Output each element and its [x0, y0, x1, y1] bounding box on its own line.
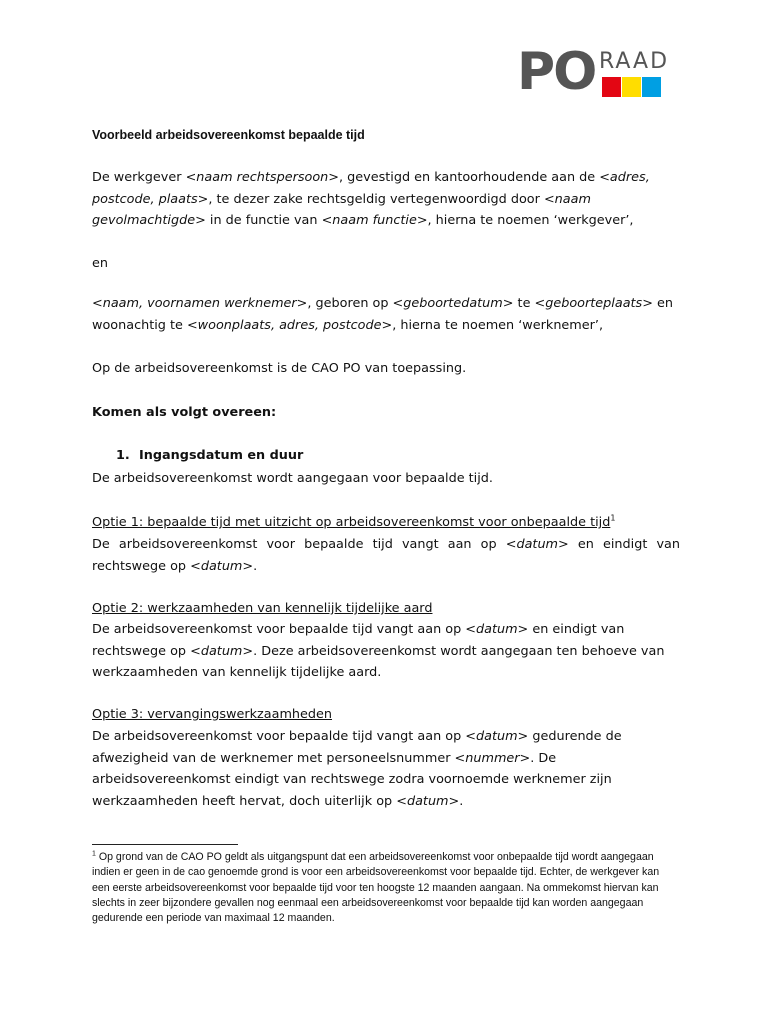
po-raad-logo: [517, 42, 679, 102]
footnote-number: 1: [92, 850, 96, 858]
optie1-body: De arbeidsovereenkomst voor bepaalde tijd vangt aan op <datum> en eindigt van rechtswege op <datum>.: [92, 537, 680, 574]
footnote-reference: 1: [610, 513, 616, 523]
section-intro: De arbeidsovereenkomst wordt aangegaan voor bepaalde tijd.: [92, 471, 493, 486]
logo-po-text: PO: [517, 42, 596, 102]
paragraph-en: en: [92, 256, 108, 271]
optie1-heading: Optie 1: bepaalde tijd met uitzicht op arbeidsovereenkomst voor onbepaalde tijd$^1$: [92, 513, 616, 530]
optie2-heading: Optie 2: werkzaamheden van kennelijk tijdelijke aard: [92, 601, 433, 616]
paragraph-cao: Op de arbeidsovereenkomst is de CAO PO van toepassing.: [92, 361, 467, 376]
logo-color-squares: [602, 77, 680, 97]
paragraph-werknemer: <naam, voornamen werknemer>, geboren op <geboortedatum> te <geboorteplaats> en woonachtig te <woonplaats, adres, postcode>, hierna te noemen ‘werknemer’,: [92, 296, 673, 333]
logo-raad-text: RAAD: [599, 49, 670, 74]
optie3-heading: Optie 3: vervangingswerkzaamheden: [92, 707, 333, 722]
optie3-body: De arbeidsovereenkomst voor bepaalde tijd vangt aan op <datum> gedurende de afwezigheid van de werknemer met personeelsnummer <nummer>. De arbeidsovereenkomst eindigt van rechtswege zodra voornoemde werknemer zijn werkzaamheden heeft hervat, doch uiterlijk op <datum>.: [92, 729, 622, 809]
paragraph-werkgever: De werkgever <naam rechtspersoon>, gevestigd en kantoorhoudende aan de <adres, postcode, plaats>, te dezer zake rechtsgeldig vertegenwoordigd door <naam gevolmachtigde> in de functie van <naam functie>, hierna te noemen ‘werkgever’,: [92, 170, 650, 228]
footnote-separator: [92, 844, 238, 845]
logo-red-square: [602, 77, 621, 97]
footnote: [92, 850, 672, 926]
footnote-text: Op grond van de CAO PO geldt als uitgangspunt dat een arbeidsovereenkomst voor onbepaalde tijd wordt aangegaan indien er geen in de cao genoemde grond is voor een arbeidsovereenkomst voor bepaalde tijd. Echter, de werkgever kan een eerste arbeidsovereenkomst voor bepaalde tijd voor ten hoogste 12 maanden aangaan. Na ommekomst hiervan kan slechts in zeer bijzondere gevallen nog eenmaal een arbeidsovereenkomst voor bepaalde tijd kan worden aangegaan gedurende een periode van maximaal 12 maanden.: [92, 851, 660, 925]
optie2-body: De arbeidsovereenkomst voor bepaalde tijd vangt aan op <datum> en eindigt van rechtswege op <datum>. Deze arbeidsovereenkomst wordt aangegaan ten behoeve van werkzaamheden van kennelijk tijdelijke aard.: [92, 622, 665, 680]
logo-yellow-square: [622, 77, 641, 97]
section-heading: Ingangsdatum en duur: [139, 448, 304, 463]
logo-blue-square: [642, 77, 661, 97]
document-title: Voorbeeld arbeidsovereenkomst bepaalde tijd: [92, 128, 365, 142]
section-number: 1.: [116, 448, 130, 463]
heading-komen: Komen als volgt overeen:: [92, 405, 277, 420]
